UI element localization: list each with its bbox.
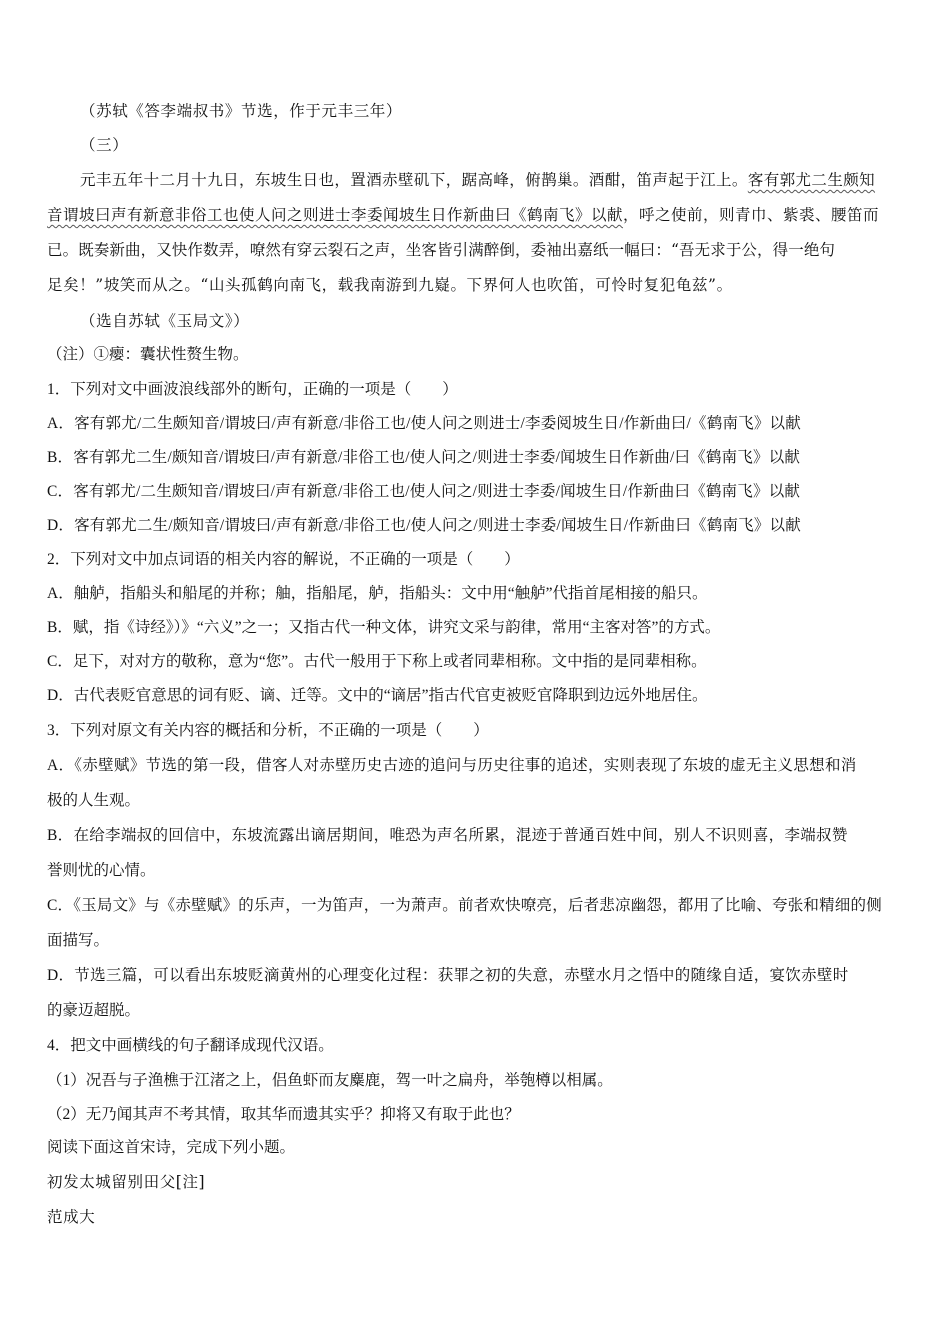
- question-3-option-b-line-1: B．在给李端叔的回信中，东坡流露出谪居期间，唯恐为声名所累，混迹于普通百姓中间，别人不识则喜，李端叔赞: [47, 827, 848, 844]
- passage-source-2: （苏轼《答李端叔书》节选，作于元丰三年）: [80, 102, 403, 120]
- passage-source-3: （选自苏轼《玉局文》）: [80, 312, 250, 330]
- question-1-option-d: D．客有郭尤二生/颇知音/谓坡曰/声有新意/非俗工也/使人问之/则进士李委/闻坡生日/作新曲曰《鹤南飞》以献: [47, 517, 801, 534]
- question-3-stem: 3．下列对原文有关内容的概括和分析，不正确的一项是（ ）: [47, 722, 489, 739]
- question-1-option-b: B．客有郭尤二生/颇知音/谓坡曰/声有新意/非俗工也/使人问之/则进士李委/闻坡生日作新曲/曰《鹤南飞》以献: [47, 449, 801, 466]
- poem-author: 范成大: [47, 1208, 96, 1226]
- question-3-option-a-line-2: 极的人生观。: [47, 792, 141, 809]
- question-3-option-c-line-2: 面描写。: [47, 932, 110, 949]
- section-3-heading: （三）: [80, 136, 129, 154]
- passage-text: 元丰五年十二月十九日，东坡生日也，置酒赤壁矶下，踞高峰，俯鹊巢。酒酣，笛声起于江上。: [80, 171, 748, 189]
- question-2-option-c: C．足下，对对方的敬称，意为“您”。古代一般用于下称上或者同辈相称。文中指的是同辈相称。: [47, 653, 707, 670]
- question-1-stem: 1．下列对文中画波浪线部外的断句，正确的一项是（ ）: [47, 381, 458, 398]
- annotation-note: （注）①瘿：囊状性赘生物。: [47, 346, 249, 363]
- question-4-sentence-2: （2）无乃闻其声不考其情，取其华而遗其实乎？抑将又有取于此也？: [47, 1106, 520, 1123]
- question-3-option-d-line-2: 的豪迈超脱。: [47, 1002, 141, 1019]
- passage-paragraph-line-1: [80, 170, 906, 190]
- poem-title: 初发太城留别田父[注]: [47, 1173, 206, 1191]
- question-3-option-a-line-1: A．《赤壁赋》节选的第一段，借客人对赤壁历史古迹的追问与历史往事的追述，实则表现了东坡的虚无主义思想和消: [47, 757, 857, 774]
- question-4-sentence-1: （1）况吾与子渔樵于江渚之上，侣鱼虾而友麋鹿，驾一叶之扁舟，举匏樽以相属。: [47, 1072, 613, 1089]
- passage-paragraph-line-2: [47, 205, 907, 225]
- question-4-stem: 4．把文中画横线的句子翻译成现代汉语。: [47, 1037, 334, 1054]
- question-2-option-a: A．舳舻，指船头和船尾的并称；舳，指船尾，舻，指船头：文中用“触舻”代指首尾相接的船只。: [47, 585, 708, 602]
- question-3-option-d-line-1: D．节选三篇，可以看出东坡贬滴黄州的心理变化过程：获罪之初的失意，赤壁水月之悟中的随缘自适，宴饮赤壁时: [47, 967, 849, 984]
- passage-text: ，呼之使前，则青巾、紫裘、腰笛而: [623, 206, 880, 224]
- question-1-option-a: A．客有郭尤/二生颇知音/谓坡曰/声有新意/非俗工也/使人问之则进士/李委阅坡生日/作新曲曰/《鹤南飞》以献: [47, 415, 801, 432]
- poem-intro: 阅读下面这首宋诗，完成下列小题。: [47, 1139, 296, 1156]
- question-1-option-c: C．客有郭尤/二生颇知音/谓坡曰/声有新意/非俗工也/使人问之/则进士李委/闻坡生日/作新曲曰《鹤南飞》以献: [47, 483, 801, 500]
- question-2-stem: 2．下列对文中加点词语的相关内容的解说，不正确的一项是（ ）: [47, 551, 520, 568]
- passage-paragraph-line-4: 足矣！”坡笑而从之。“山头孤鹤向南飞，载我南游到九嶷。下界何人也吹笛，可怜时复犯龟兹”。: [47, 276, 733, 294]
- passage-paragraph-line-3: 已。既奏新曲，又快作数弄，嘹然有穿云裂石之声，坐客皆引满醉倒，委袖出嘉纸一幅曰：“吾无求于公，得一绝句: [47, 241, 836, 259]
- wavy-underlined-text: 客有郭尤二生颇知: [747, 171, 876, 189]
- question-2-option-d: D．古代表贬官意思的词有贬、谪、迁等。文中的“谪居”指古代官吏被贬官降职到边远外地居住。: [47, 687, 708, 704]
- question-3-option-b-line-2: 誉则忧的心情。: [47, 862, 156, 879]
- wavy-underlined-text: 音谓坡曰声有新意非俗工也使人问之则进士李委闻坡生日作新曲曰《鹤南飞》以献: [47, 206, 624, 224]
- question-3-option-c-line-1: C．《玉局文》与《赤壁赋》的乐声，一为笛声，一为萧声。前者欢快嘹亮，后者悲凉幽怨，都用了比喻、夸张和精细的侧: [47, 897, 882, 914]
- question-2-option-b: B．赋，指《诗经》）》“六义”之一；又指古代一种文体，讲究文采与韵律，常用“主客对答”的方式。: [47, 619, 721, 636]
